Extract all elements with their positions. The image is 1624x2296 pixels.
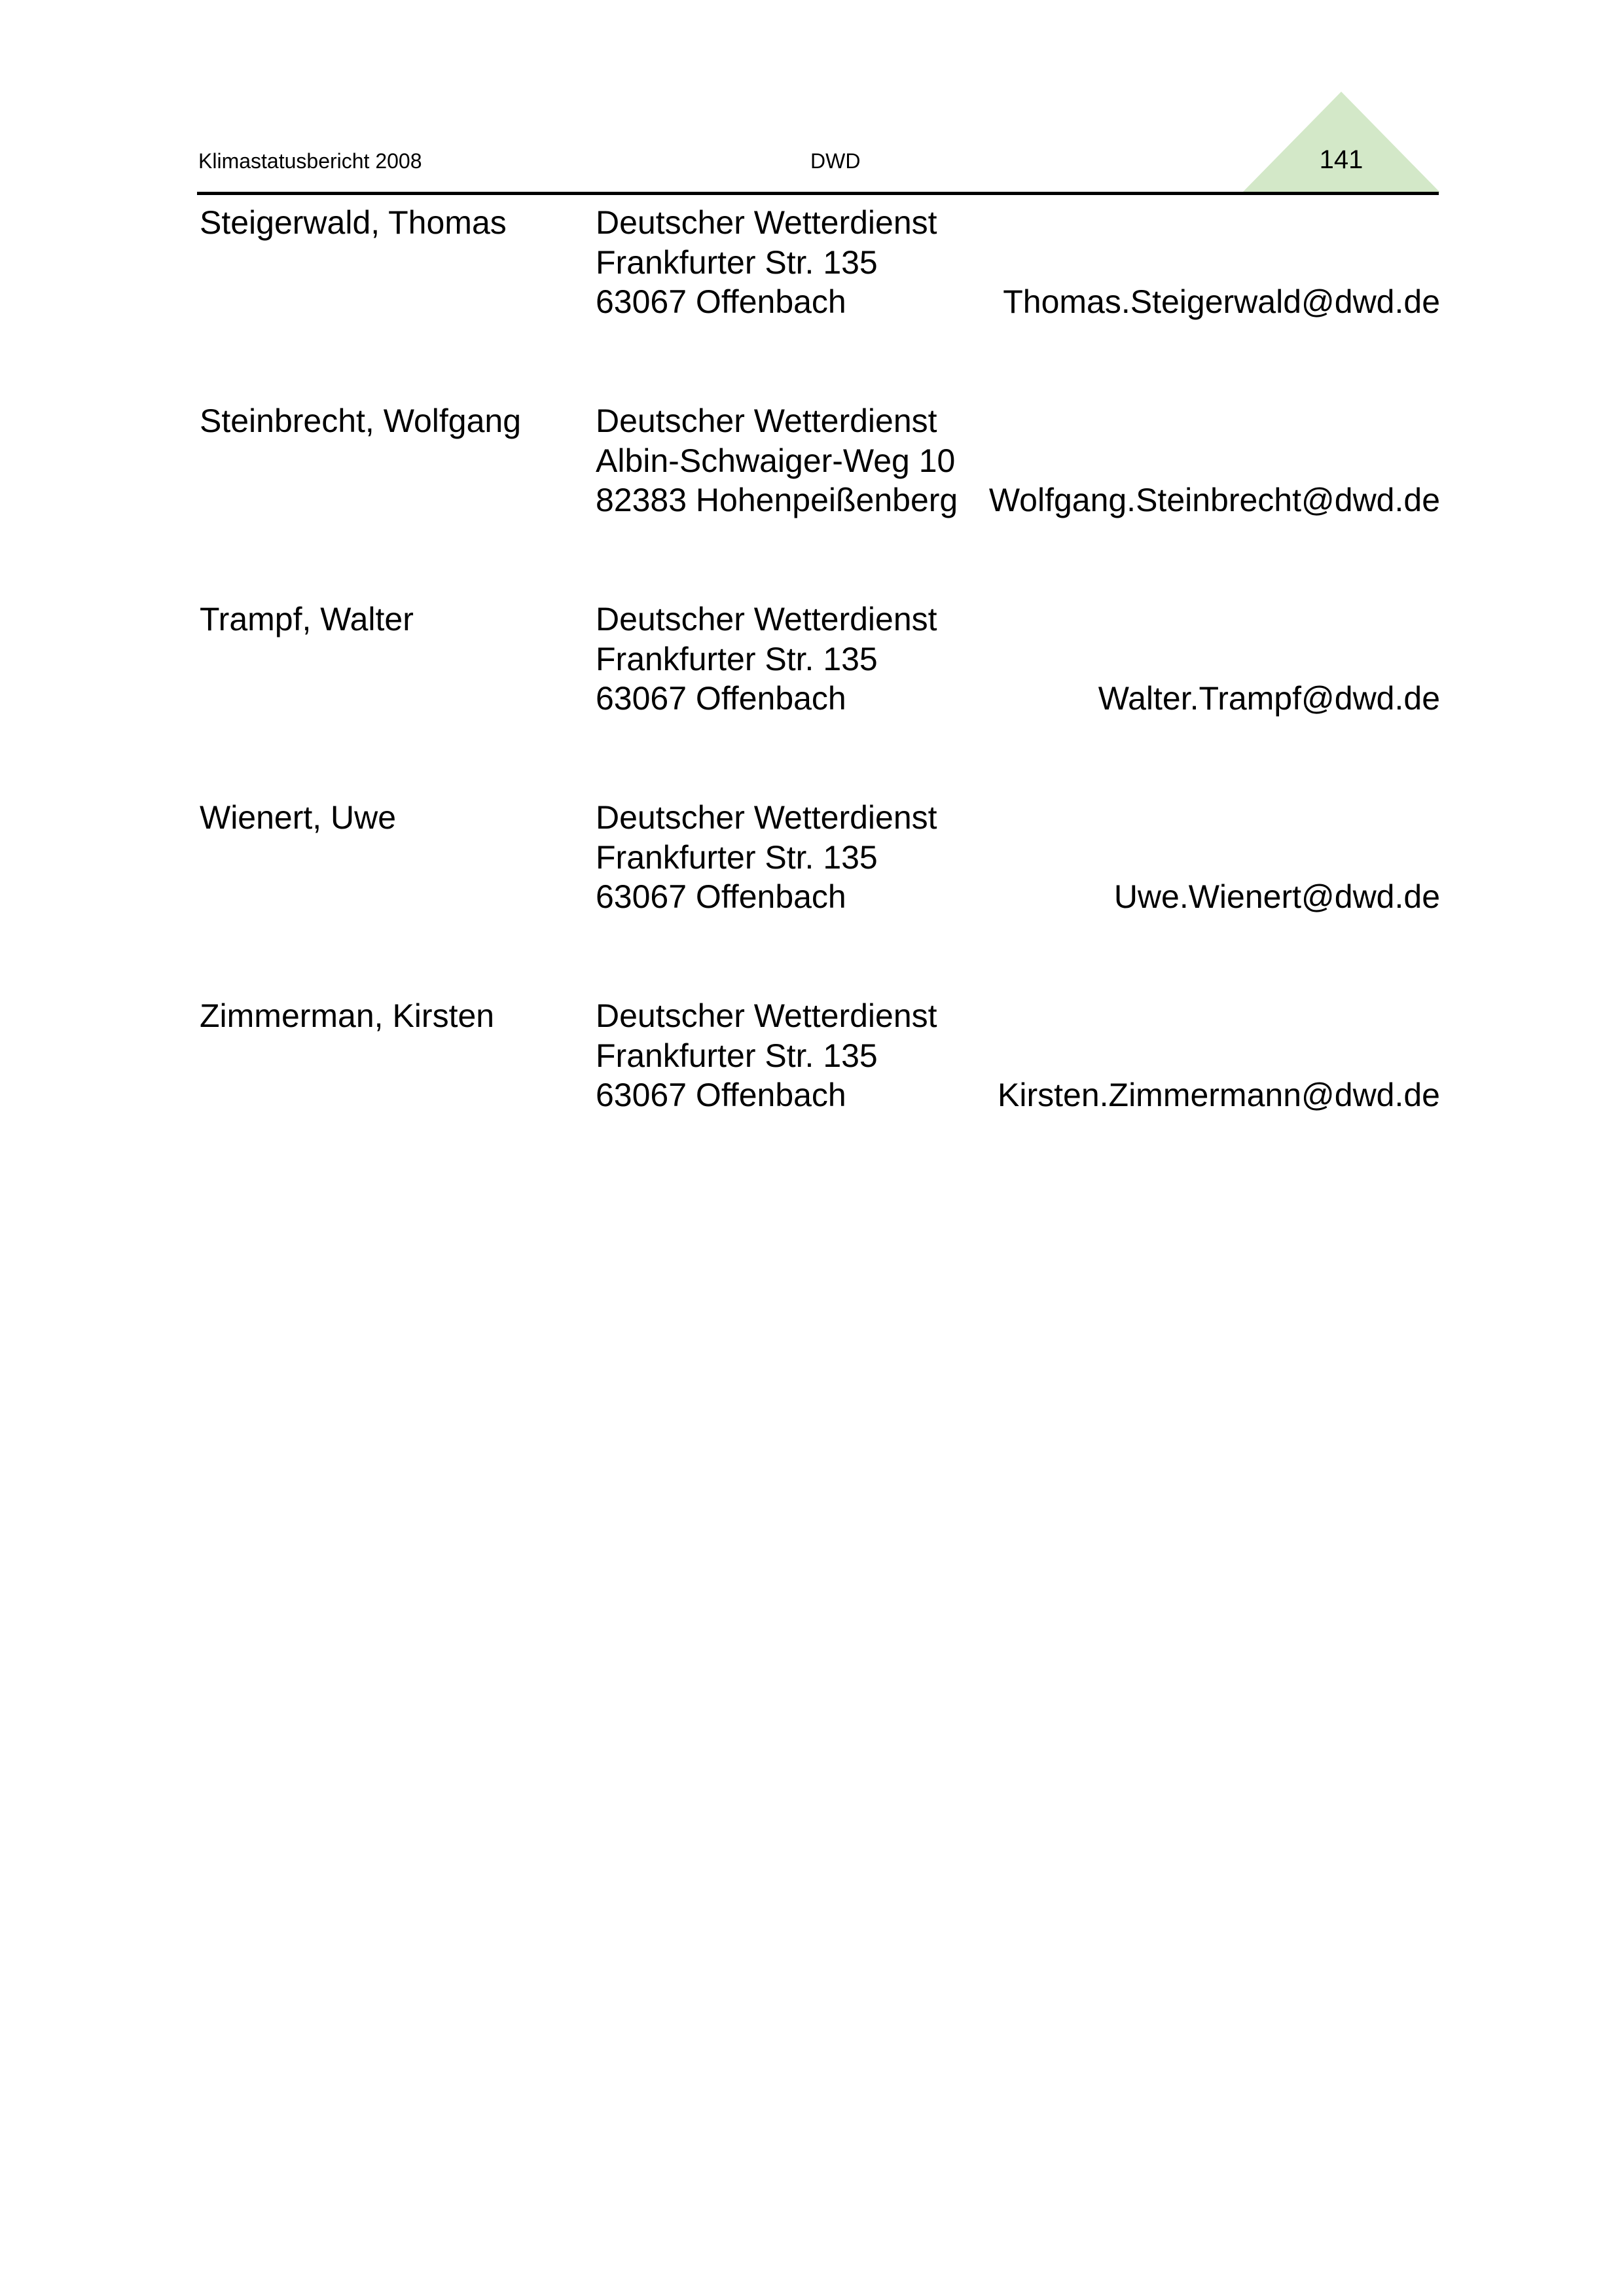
contact-organization: Deutscher Wetterdienst (596, 997, 937, 1034)
contact-address (596, 401, 958, 520)
contact-email: Walter.Trampf@dwd.de (1098, 680, 1440, 717)
contact-city: 63067 Offenbach (596, 1077, 846, 1113)
contact-organization: Deutscher Wetterdienst (596, 799, 937, 836)
contact-entry (200, 996, 1440, 1194)
contact-name: Steinbrecht, Wolfgang (200, 403, 522, 439)
contact-city: 63067 Offenbach (596, 283, 846, 320)
contact-entry (200, 798, 1440, 996)
contact-city: 63067 Offenbach (596, 878, 846, 915)
page-header (198, 85, 1440, 195)
contact-entry (200, 401, 1440, 600)
contact-address (596, 996, 937, 1115)
contact-name: Trampf, Walter (200, 601, 414, 637)
contact-address (596, 798, 937, 917)
contact-city: 82383 Hohenpeißenberg (596, 482, 958, 518)
contact-email: Wolfgang.Steinbrecht@dwd.de (988, 482, 1440, 518)
contact-organization: Deutscher Wetterdienst (596, 204, 937, 241)
contact-name: Wienert, Uwe (200, 799, 397, 836)
contact-list (200, 203, 1440, 1194)
header-divider (197, 192, 1439, 195)
page-number-triangle-icon (1242, 92, 1440, 192)
contact-name: Steigerwald, Thomas (200, 204, 507, 241)
page-number: 141 (1319, 145, 1363, 174)
contact-name: Zimmerman, Kirsten (200, 997, 495, 1034)
contact-street: Frankfurter Str. 135 (596, 243, 878, 281)
contact-street: Frankfurter Str. 135 (596, 838, 878, 876)
contact-email: Uwe.Wienert@dwd.de (1113, 878, 1440, 915)
contact-organization: Deutscher Wetterdienst (596, 601, 937, 637)
contact-street: Frankfurter Str. 135 (596, 640, 878, 677)
contact-address (596, 203, 937, 322)
publisher-label: DWD (810, 149, 861, 173)
contact-address (596, 600, 937, 719)
contact-street: Frankfurter Str. 135 (596, 1037, 878, 1074)
contact-city: 63067 Offenbach (596, 680, 846, 717)
report-title: Klimastatusbericht 2008 (198, 149, 422, 173)
contact-entry (200, 600, 1440, 798)
contact-organization: Deutscher Wetterdienst (596, 403, 937, 439)
contact-street: Albin-Schwaiger-Weg 10 (596, 442, 956, 479)
contact-email: Thomas.Steigerwald@dwd.de (1003, 283, 1440, 320)
contact-email: Kirsten.Zimmermann@dwd.de (998, 1077, 1440, 1113)
contact-entry (200, 203, 1440, 401)
